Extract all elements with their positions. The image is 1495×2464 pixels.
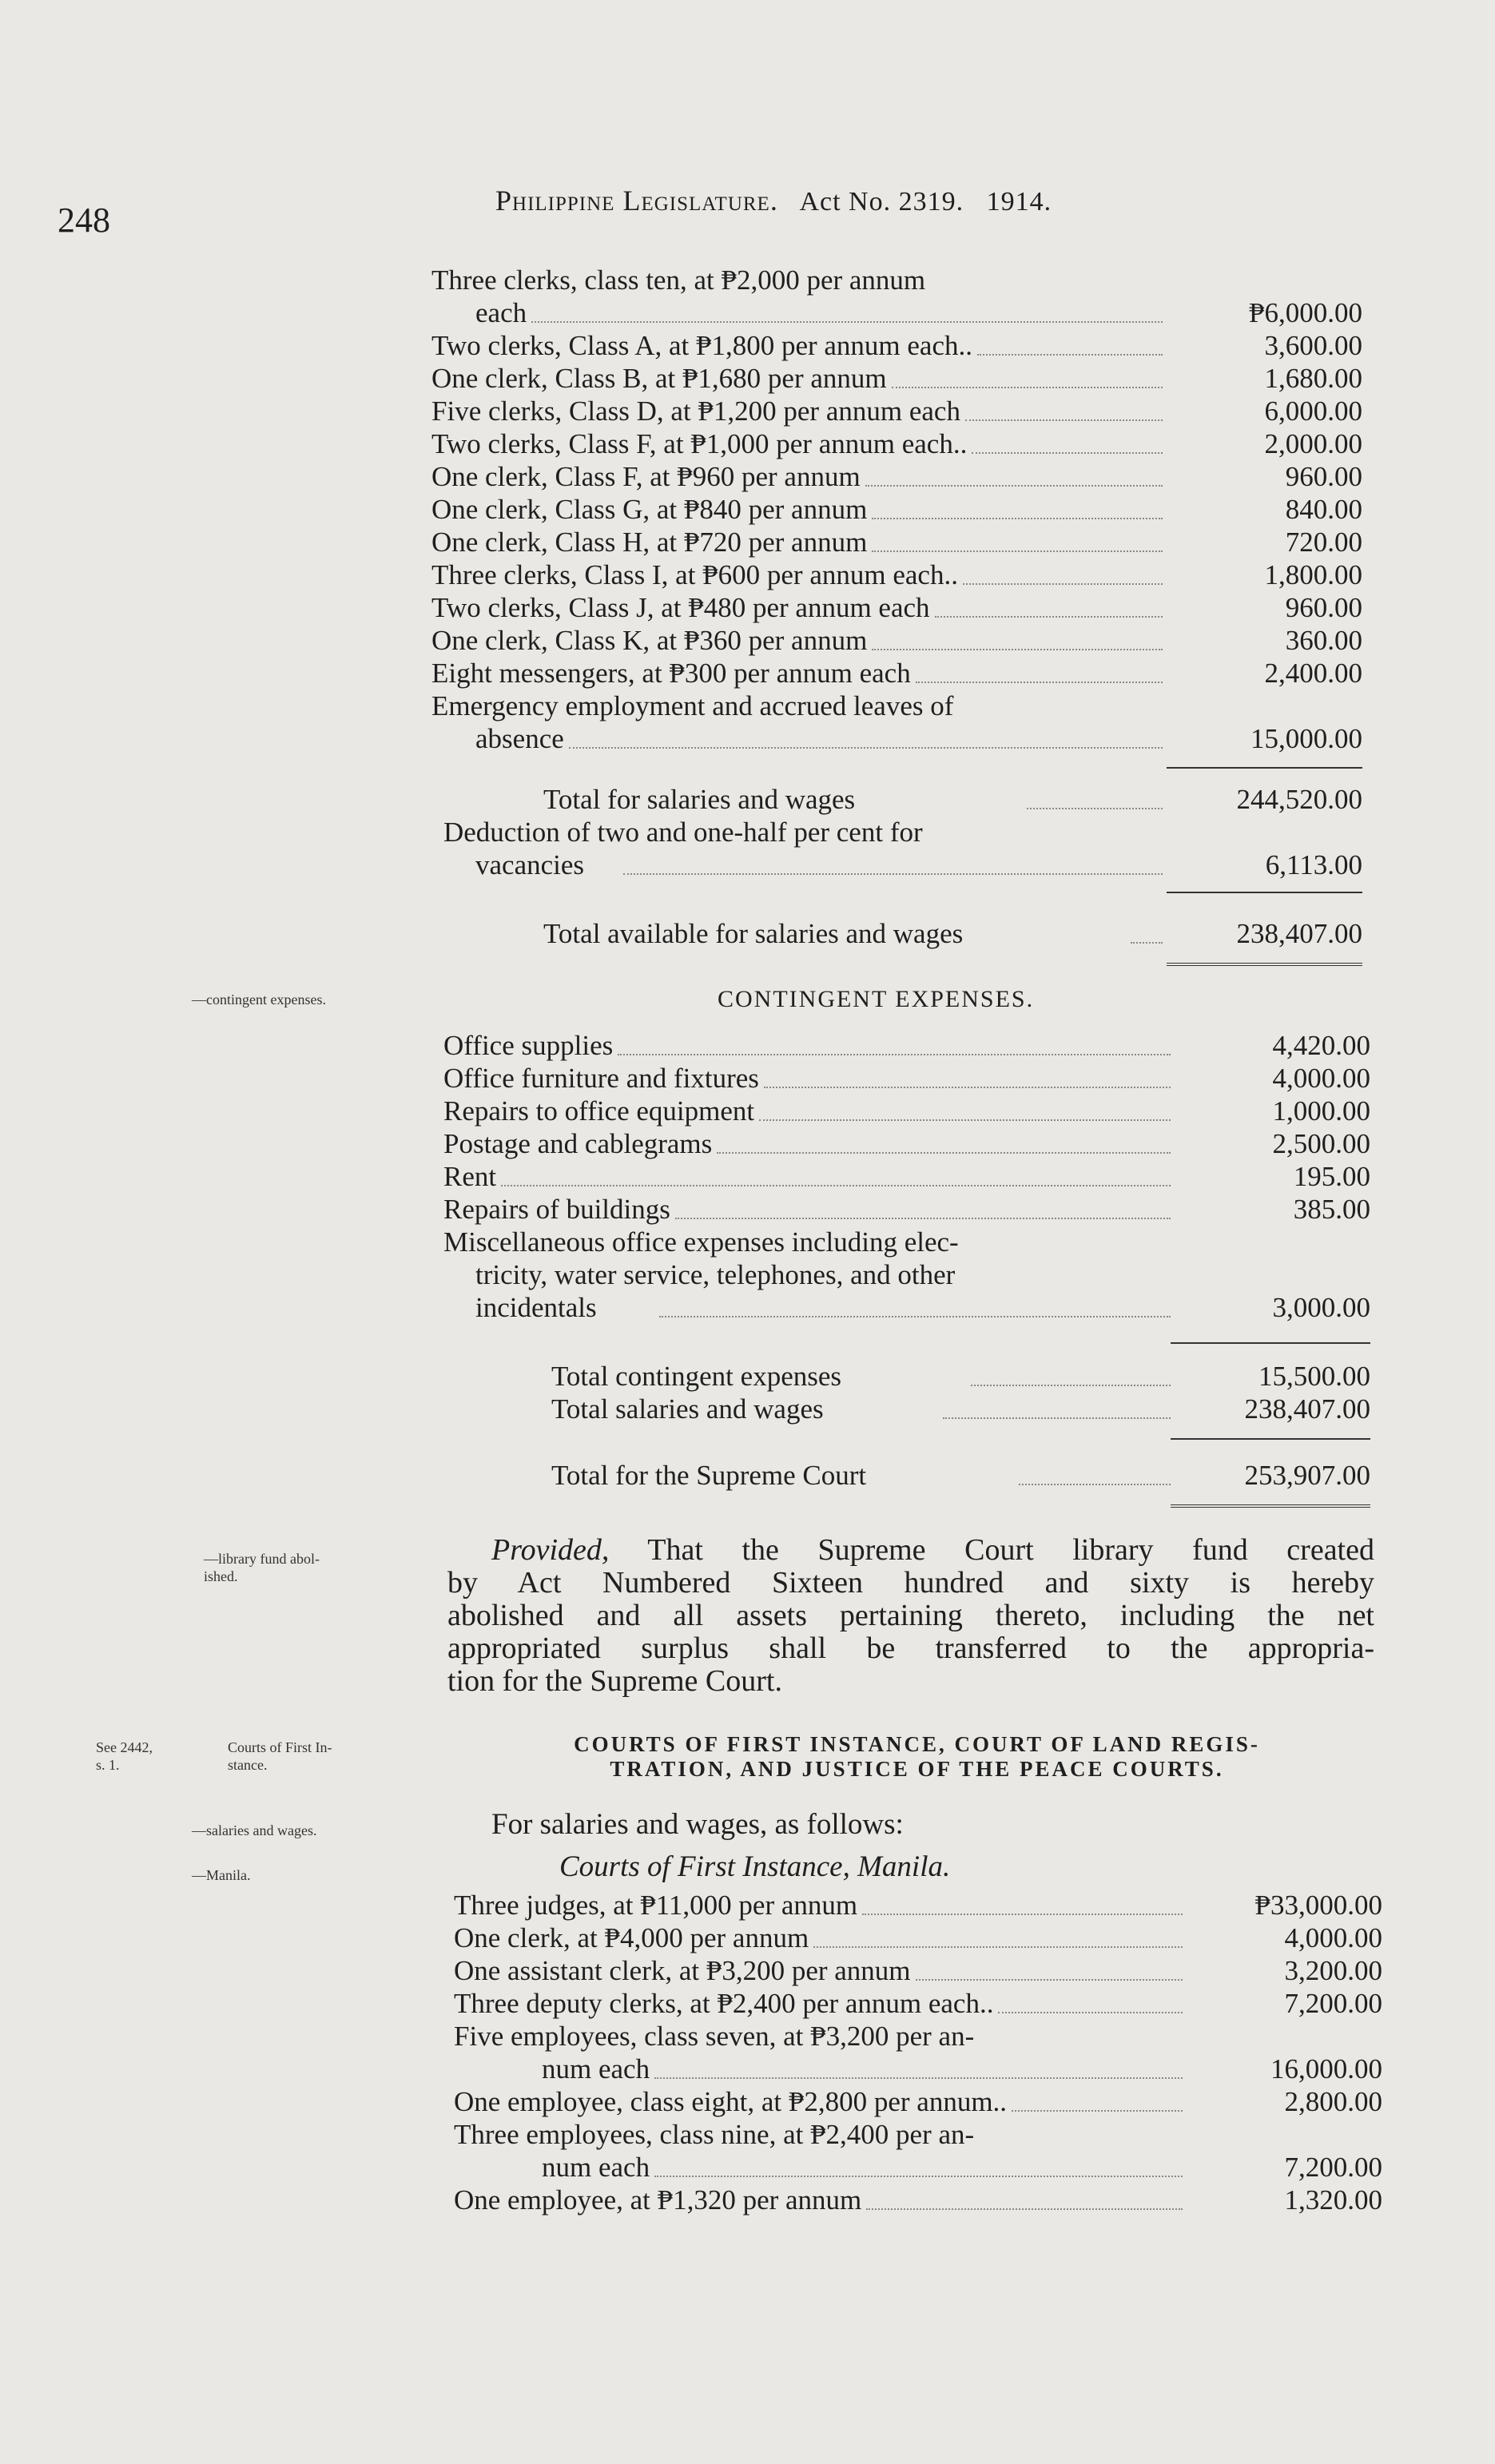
total-contingent-row <box>443 1360 1370 1393</box>
item-amount: 385.00 <box>1293 1194 1370 1225</box>
salary-row <box>431 395 1362 427</box>
courts-heading <box>447 1732 1386 1782</box>
item-amount: ₱33,000.00 <box>1254 1890 1382 1921</box>
item-label: One clerk, Class K, at ₱360 per annum <box>431 625 868 656</box>
misc-label-cont: incidentals <box>475 1292 597 1323</box>
item-amount: 3,600.00 <box>1264 330 1362 361</box>
salary-row <box>431 657 1362 690</box>
salary-row <box>454 2085 1382 2118</box>
total-court-label: Total for the Supreme Court <box>551 1460 867 1491</box>
dot-leader <box>943 1417 1171 1419</box>
item-amount: 1,680.00 <box>1264 363 1362 394</box>
item-label: Three employees, class nine, at ₱2,400 per an- <box>454 2119 975 2150</box>
item-amount: 1,800.00 <box>1264 559 1362 590</box>
total-available-label: Total available for salaries and wages <box>543 918 964 949</box>
item-label: Three clerks, class ten, at ₱2,000 per annum <box>431 264 926 296</box>
item-label: Repairs to office equipment <box>443 1095 755 1127</box>
misc-label-cont: tricity, water service, telephones, and other <box>475 1259 956 1290</box>
item-amount: 960.00 <box>1285 461 1362 492</box>
dot-leader <box>659 1316 1171 1317</box>
double-rule <box>1171 1504 1370 1511</box>
item-label: Rent <box>443 1161 497 1192</box>
dot-leader <box>1012 2110 1183 2112</box>
courts-heading-l1: COURTS OF FIRST INSTANCE, COURT OF LAND REGIS- <box>574 1732 1260 1756</box>
total-court-row <box>443 1459 1370 1492</box>
side-note-courts-l2: stance. <box>228 1757 268 1773</box>
expense-row <box>443 1062 1370 1095</box>
total-rule <box>1171 1342 1370 1344</box>
item-amount: 1,320.00 <box>1284 2184 1382 2216</box>
expense-row <box>443 1127 1370 1160</box>
item-label: Three deputy clerks, at ₱2,400 per annum each.. <box>454 1988 994 2019</box>
dot-leader <box>569 747 1163 749</box>
deduction-amount: 6,113.00 <box>1265 849 1362 880</box>
salary-row <box>431 264 1362 329</box>
total-available-row <box>431 917 1362 950</box>
item-label: Office supplies <box>443 1030 614 1061</box>
expense-row <box>443 1160 1370 1193</box>
item-amount: 2,500.00 <box>1272 1128 1370 1159</box>
contingent-totals <box>443 1360 1370 1425</box>
total-contingent-amount: 15,500.00 <box>1258 1361 1370 1392</box>
item-label-cont: each <box>475 297 527 328</box>
court-total <box>443 1459 1370 1492</box>
running-head-title: Philippine Legislature. <box>495 185 778 217</box>
total-available-amount: 238,407.00 <box>1236 918 1362 949</box>
side-note-salaries: —salaries and wages. <box>192 1822 317 1838</box>
item-label: One clerk, Class F, at ₱960 per annum <box>431 461 861 492</box>
side-note-contingent: —contingent expenses. <box>192 992 326 1007</box>
item-label: Repairs of buildings <box>443 1194 670 1225</box>
side-note-see <box>96 1739 153 1774</box>
dot-leader <box>977 354 1163 356</box>
salary-row <box>454 2118 1382 2184</box>
item-amount: 720.00 <box>1285 527 1362 558</box>
dot-leader <box>1027 808 1163 809</box>
dot-leader <box>654 2077 1183 2079</box>
manila-subheading: Courts of First Instance, Manila. <box>559 1850 951 1883</box>
dot-leader <box>998 2012 1183 2013</box>
item-amount: 2,400.00 <box>1264 658 1362 689</box>
dot-leader <box>866 2208 1183 2210</box>
item-amount: 7,200.00 <box>1284 1988 1382 2019</box>
item-label: Two clerks, Class A, at ₱1,800 per annum each.. <box>431 330 972 361</box>
item-label-cont: num each <box>542 2053 650 2084</box>
dot-leader <box>618 1054 1171 1055</box>
dot-leader <box>872 649 1163 650</box>
page-number: 248 <box>58 201 110 240</box>
item-amount: 195.00 <box>1293 1161 1370 1192</box>
item-label: One assistant clerk, at ₱3,200 per annum <box>454 1955 911 1986</box>
total-salaries-wages-label: Total salaries and wages <box>551 1393 824 1425</box>
item-amount: 7,200.00 <box>1284 2152 1382 2183</box>
side-note-manila: —Manila. <box>192 1867 251 1883</box>
item-label: One employee, at ₱1,320 per annum <box>454 2184 862 2216</box>
dot-leader <box>717 1152 1171 1154</box>
dot-leader <box>972 452 1163 454</box>
total-court-amount: 253,907.00 <box>1244 1460 1370 1491</box>
dot-leader <box>531 321 1163 323</box>
running-head-act: Act No. 2319. <box>799 187 964 217</box>
item-label: Five clerks, Class D, at ₱1,200 per annum each <box>431 395 960 427</box>
misc-label: Miscellaneous office expenses including elec- <box>443 1226 959 1258</box>
salary-row <box>454 1987 1382 2020</box>
side-note-library <box>204 1550 320 1585</box>
salary-row <box>431 624 1362 657</box>
item-amount: 4,000.00 <box>1284 1922 1382 1953</box>
item-label: Two clerks, Class J, at ₱480 per annum each <box>431 592 930 623</box>
item-label: Postage and cablegrams <box>443 1128 713 1159</box>
total-salaries-amount: 244,520.00 <box>1236 784 1362 815</box>
running-head <box>495 184 1052 217</box>
salary-row <box>431 558 1362 591</box>
contingent-heading: CONTINGENT EXPENSES. <box>718 986 1035 1012</box>
item-label: One clerk, Class B, at ₱1,680 per annum <box>431 363 887 394</box>
item-label: Five employees, class seven, at ₱3,200 per an- <box>454 2021 975 2052</box>
item-amount: 960.00 <box>1285 592 1362 623</box>
dot-leader <box>675 1218 1171 1219</box>
item-label: Office furniture and fixtures <box>443 1063 759 1094</box>
expense-row <box>443 1193 1370 1226</box>
proviso-line-4: appropriated surplus shall be transferred to the appropria- <box>447 1631 1374 1665</box>
running-head-year: 1914. <box>986 187 1052 217</box>
dot-leader <box>764 1087 1171 1088</box>
expense-row <box>443 1095 1370 1127</box>
supreme-court-salary-list <box>431 264 1362 755</box>
item-amount: 3,200.00 <box>1284 1955 1382 1986</box>
salary-row <box>454 2184 1382 2216</box>
misc-expenses-row <box>443 1226 1370 1324</box>
proviso-line-2: by Act Numbered Sixteen hundred and sixty is hereby <box>447 1566 1374 1600</box>
side-note-see-l1: See 2442, <box>96 1739 153 1755</box>
total-contingent-label: Total contingent expenses <box>551 1361 842 1392</box>
manila-salary-list <box>454 1889 1382 2216</box>
dot-leader <box>865 485 1163 487</box>
salary-row <box>431 690 1362 755</box>
dot-leader <box>1131 942 1163 944</box>
item-label: Three judges, at ₱11,000 per annum <box>454 1890 858 1921</box>
dot-leader <box>892 387 1163 388</box>
total-salaries-label: Total for salaries and wages <box>543 784 856 815</box>
item-label: One clerk, at ₱4,000 per annum <box>454 1922 809 1953</box>
proviso-line-5: tion for the Supreme Court. <box>447 1664 782 1698</box>
salary-row <box>431 526 1362 558</box>
dot-leader <box>623 873 1163 875</box>
dot-leader <box>916 682 1163 683</box>
item-amount: 360.00 <box>1285 625 1362 656</box>
dot-leader <box>971 1385 1171 1386</box>
total-salaries-wages-row <box>443 1393 1370 1425</box>
item-amount: 4,420.00 <box>1272 1030 1370 1061</box>
item-label: Two clerks, Class F, at ₱1,000 per annum each.. <box>431 428 968 459</box>
item-label: One clerk, Class H, at ₱720 per annum <box>431 527 868 558</box>
side-note-library-l1: —library fund abol- <box>204 1551 320 1567</box>
item-amount: ₱6,000.00 <box>1249 297 1362 328</box>
total-rule <box>1171 1438 1370 1440</box>
dot-leader <box>813 1946 1183 1948</box>
dot-leader <box>872 518 1163 519</box>
salary-row <box>454 1889 1382 1922</box>
available-total <box>431 917 1362 950</box>
dot-leader <box>965 419 1163 421</box>
dot-leader <box>862 1914 1183 1915</box>
total-salaries-row <box>431 783 1362 816</box>
misc-expenses <box>443 1226 1370 1324</box>
salary-row <box>431 427 1362 460</box>
item-amount: 6,000.00 <box>1264 395 1362 427</box>
item-label-cont: absence <box>475 723 564 754</box>
double-rule <box>1167 963 1362 969</box>
salaries-totals <box>431 783 1362 881</box>
salary-row <box>454 2020 1382 2085</box>
salary-row <box>431 493 1362 526</box>
proviso-line-3: abolished and all assets pertaining thereto, including the net <box>447 1599 1374 1632</box>
salary-row <box>431 591 1362 624</box>
total-rule <box>1167 892 1362 893</box>
deduction-label: Deduction of two and one-half per cent for <box>443 817 923 848</box>
total-salaries-wages-amount: 238,407.00 <box>1244 1393 1370 1425</box>
total-rule <box>1167 767 1362 769</box>
dot-leader <box>935 616 1163 618</box>
dot-leader <box>759 1119 1171 1121</box>
item-label: One employee, class eight, at ₱2,800 per annum.. <box>454 2086 1008 2117</box>
item-amount: 2,800.00 <box>1284 2086 1382 2117</box>
expense-row <box>443 1029 1370 1062</box>
dot-leader <box>1019 1484 1171 1485</box>
item-label: Emergency employment and accrued leaves of <box>431 690 954 721</box>
dot-leader <box>916 1979 1183 1981</box>
proviso-text: That the Supreme Court library fund created <box>647 1533 1374 1567</box>
item-label: One clerk, Class G, at ₱840 per annum <box>431 494 868 525</box>
misc-amount: 3,000.00 <box>1272 1292 1370 1323</box>
item-label-cont: num each <box>542 2152 650 2183</box>
proviso-paragraph <box>447 1534 1374 1698</box>
proviso-lead: Provided, <box>491 1533 610 1567</box>
contingent-expenses-list <box>443 1029 1370 1226</box>
side-note-courts-l1: Courts of First In- <box>228 1739 332 1755</box>
item-amount: 2,000.00 <box>1264 428 1362 459</box>
salary-row <box>431 362 1362 395</box>
side-note-see-l2: s. 1. <box>96 1757 120 1773</box>
item-amount: 15,000.00 <box>1250 723 1362 754</box>
dot-leader <box>501 1185 1171 1186</box>
side-note-library-l2: ished. <box>204 1568 238 1584</box>
salary-row <box>431 329 1362 362</box>
item-amount: 1,000.00 <box>1272 1095 1370 1127</box>
item-label: Three clerks, Class I, at ₱600 per annum each.. <box>431 559 958 590</box>
salary-row <box>454 1922 1382 1954</box>
item-amount: 840.00 <box>1285 494 1362 525</box>
dot-leader <box>872 550 1163 552</box>
salary-row <box>431 460 1362 493</box>
item-amount: 16,000.00 <box>1270 2053 1382 2084</box>
item-amount: 4,000.00 <box>1272 1063 1370 1094</box>
dot-leader <box>654 2176 1183 2177</box>
deduction-row <box>431 816 1362 881</box>
salary-row <box>454 1954 1382 1987</box>
dot-leader <box>963 583 1163 585</box>
courts-heading-l2: TRATION, AND JUSTICE OF THE PEACE COURTS. <box>610 1757 1224 1781</box>
side-note-courts <box>228 1739 332 1774</box>
proviso-line-1 <box>447 1534 1374 1567</box>
salaries-intro: For salaries and wages, as follows: <box>491 1808 904 1841</box>
item-label: Eight messengers, at ₱300 per annum each <box>431 658 911 689</box>
deduction-label-cont: vacancies <box>475 849 585 880</box>
